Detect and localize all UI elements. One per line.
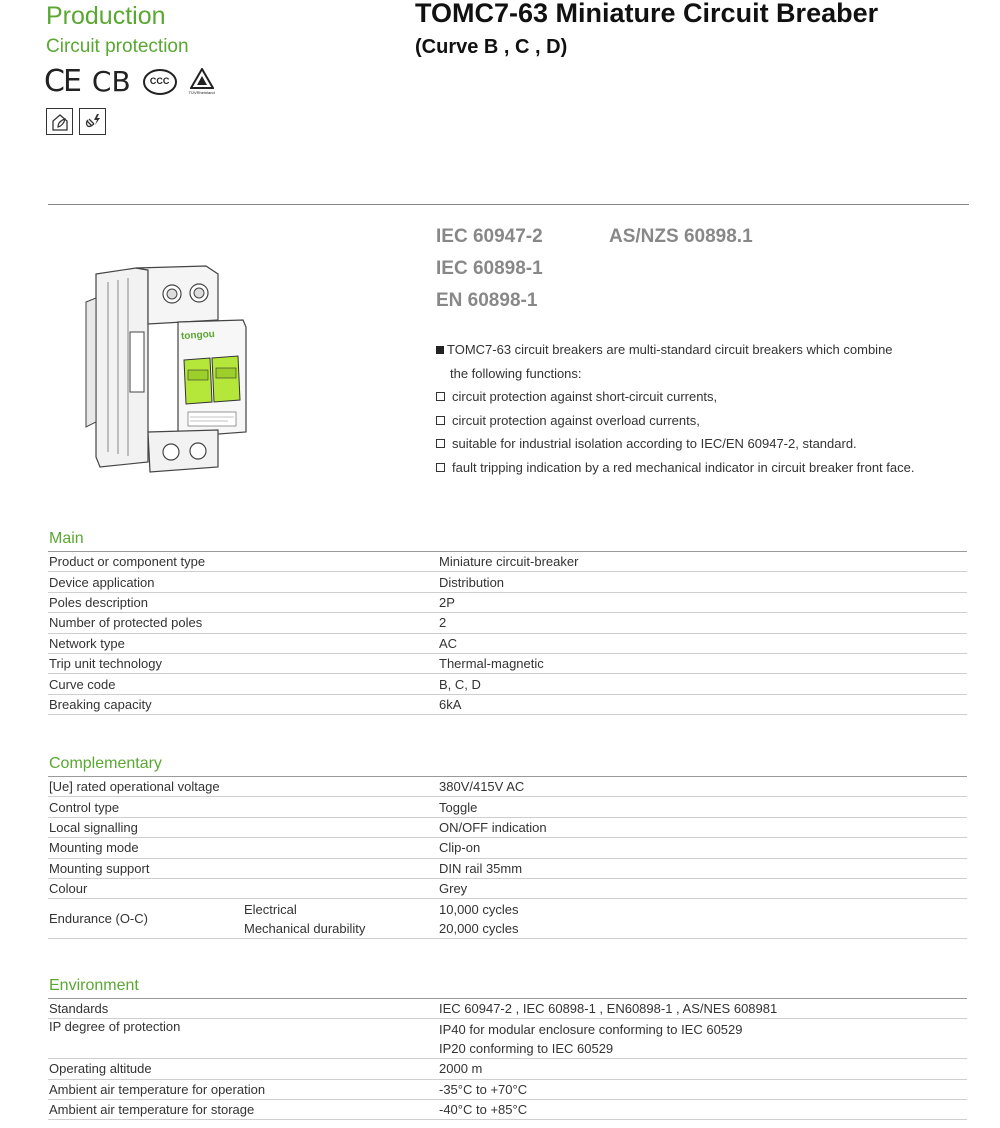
description-bullet <box>436 456 976 480</box>
table-row <box>48 817 967 837</box>
table-row <box>48 1059 967 1079</box>
standard-en-60898-1: EN 60898-1 <box>436 290 538 311</box>
spec-value: B, C, D <box>438 674 967 694</box>
spec-value: Miniature circuit-breaker <box>438 552 967 572</box>
main-section <box>48 527 968 715</box>
table-row <box>48 613 967 633</box>
product-subtitle: (Curve B , C , D) <box>415 36 568 58</box>
table-row <box>48 592 967 612</box>
spec-value: -35°C to +70°C <box>438 1079 967 1099</box>
product-description <box>436 338 976 479</box>
spec-value: IP20 conforming to IEC 60529 <box>438 1039 967 1059</box>
table-row <box>48 1079 967 1099</box>
cb-mark: CB <box>91 65 131 98</box>
table-row <box>48 899 967 919</box>
spec-value: 2P <box>438 592 967 612</box>
circuit-protection-subheading: Circuit protection <box>46 36 189 57</box>
empty-bullet-icon <box>436 392 445 401</box>
electrical-value: 10,000 cycles <box>439 901 519 917</box>
spec-label: Colour <box>48 878 438 898</box>
spec-value: Grey <box>438 878 967 898</box>
spec-label: [Ue] rated operational voltage <box>48 777 438 797</box>
spec-value: 2 <box>438 613 967 633</box>
spec-value: Clip-on <box>438 838 967 858</box>
spec-label: Ambient air temperature for operation <box>48 1079 438 1099</box>
table-row <box>48 1099 967 1119</box>
spec-value: 6kA <box>438 694 967 714</box>
spec-label: Device application <box>48 572 438 592</box>
environment-spec-table <box>48 998 967 1120</box>
spec-value: Thermal-magnetic <box>438 653 967 673</box>
product-title: TOMC7-63 Miniature Circuit Breaber <box>415 0 879 28</box>
spec-value: 380V/415V AC <box>438 777 967 797</box>
table-row <box>48 878 967 898</box>
empty-bullet-icon <box>436 463 445 472</box>
table-row <box>48 572 967 592</box>
electrical-label: Electrical <box>244 901 297 917</box>
tuv-mark-icon: TÜVRheinland <box>189 68 215 95</box>
spec-label: Ambient air temperature for storage <box>48 1099 438 1119</box>
main-section-title: Main <box>49 530 84 547</box>
spec-value: 2000 m <box>438 1059 967 1079</box>
description-intro <box>436 338 976 362</box>
main-spec-table <box>48 551 967 715</box>
spec-label: Mounting support <box>48 858 438 878</box>
product-brand-label: tongou <box>180 328 216 343</box>
spec-value: -40°C to +85°C <box>438 1099 967 1119</box>
table-row <box>48 694 967 714</box>
bullet-text: circuit protection against overload currents, <box>452 412 700 428</box>
table-row <box>48 999 967 1019</box>
environment-section <box>48 974 968 1120</box>
spec-label: Network type <box>48 633 438 653</box>
table-row <box>48 1019 967 1039</box>
circuit-breaker-image <box>78 262 253 482</box>
plug-lightning-icon <box>79 108 106 135</box>
environment-section-title: Environment <box>49 977 139 994</box>
description-bullet <box>436 432 976 456</box>
table-row <box>48 552 967 572</box>
intro-text-2: the following functions: <box>450 365 582 381</box>
ccc-mark-icon: CCC <box>143 68 177 96</box>
spec-value: AC <box>438 633 967 653</box>
spec-label: Operating altitude <box>48 1059 438 1079</box>
bullet-text: circuit protection against short-circuit currents, <box>452 389 718 404</box>
table-row <box>48 674 967 694</box>
bullet-text: suitable for industrial isolation according to IEC/EN 60947-2, standard. <box>452 436 857 451</box>
complementary-section <box>48 752 968 939</box>
house-leaf-icon <box>46 108 73 135</box>
endurance-label: Endurance (O-C) <box>48 899 243 939</box>
spec-value: IP40 for modular enclosure conforming to IEC 60529 <box>439 1021 743 1037</box>
spec-label: Poles description <box>48 592 438 612</box>
complementary-spec-table <box>48 776 967 939</box>
spec-label: Breaking capacity <box>48 694 438 714</box>
standard-as-nzs: AS/NZS 60898.1 <box>609 226 753 247</box>
mechanical-label: Mechanical durability <box>243 919 438 939</box>
table-row <box>48 797 967 817</box>
spec-label: Mounting mode <box>48 838 438 858</box>
empty-bullet-icon <box>436 439 445 448</box>
spec-value: Toggle <box>438 797 967 817</box>
description-intro-cont <box>436 362 976 386</box>
spec-label: Trip unit technology <box>48 653 438 673</box>
complementary-section-title: Complementary <box>49 755 162 772</box>
spec-value: IEC 60947-2 , IEC 60898-1 , EN60898-1 , AS/NES 608981 <box>438 999 967 1019</box>
spec-label: Product or component type <box>48 552 438 572</box>
empty-bullet-icon <box>436 416 445 425</box>
ce-mark: CE <box>44 64 80 99</box>
description-bullet <box>436 385 976 409</box>
spec-value: Distribution <box>438 572 967 592</box>
bullet-text: fault tripping indication by a red mechanical indicator in circuit breaker front face. <box>452 459 915 475</box>
divider <box>48 204 969 205</box>
intro-text-1: TOMC7-63 circuit breakers are multi-standard circuit breakers which combine <box>447 342 893 357</box>
mechanical-value: 20,000 cycles <box>438 919 967 939</box>
table-row <box>48 858 967 878</box>
standard-iec-60947-2: IEC 60947-2 <box>436 226 543 247</box>
spec-value: ON/OFF indication <box>438 817 967 837</box>
environment-icons <box>46 108 106 135</box>
spec-value: DIN rail 35mm <box>438 858 967 878</box>
spec-label: IP degree of protection <box>48 1019 438 1059</box>
spec-label: Control type <box>48 797 438 817</box>
standard-iec-60898-1: IEC 60898-1 <box>436 258 543 279</box>
production-heading: Production <box>46 2 166 30</box>
description-bullet <box>436 409 976 433</box>
spec-label: Number of protected poles <box>48 613 438 633</box>
filled-bullet-icon <box>436 346 444 354</box>
table-row <box>48 653 967 673</box>
table-row <box>48 633 967 653</box>
certification-logos <box>44 64 215 99</box>
spec-label: Local signalling <box>48 817 438 837</box>
spec-label: Standards <box>48 999 438 1019</box>
table-row <box>48 838 967 858</box>
table-row <box>48 777 967 797</box>
spec-label: Curve code <box>48 674 438 694</box>
